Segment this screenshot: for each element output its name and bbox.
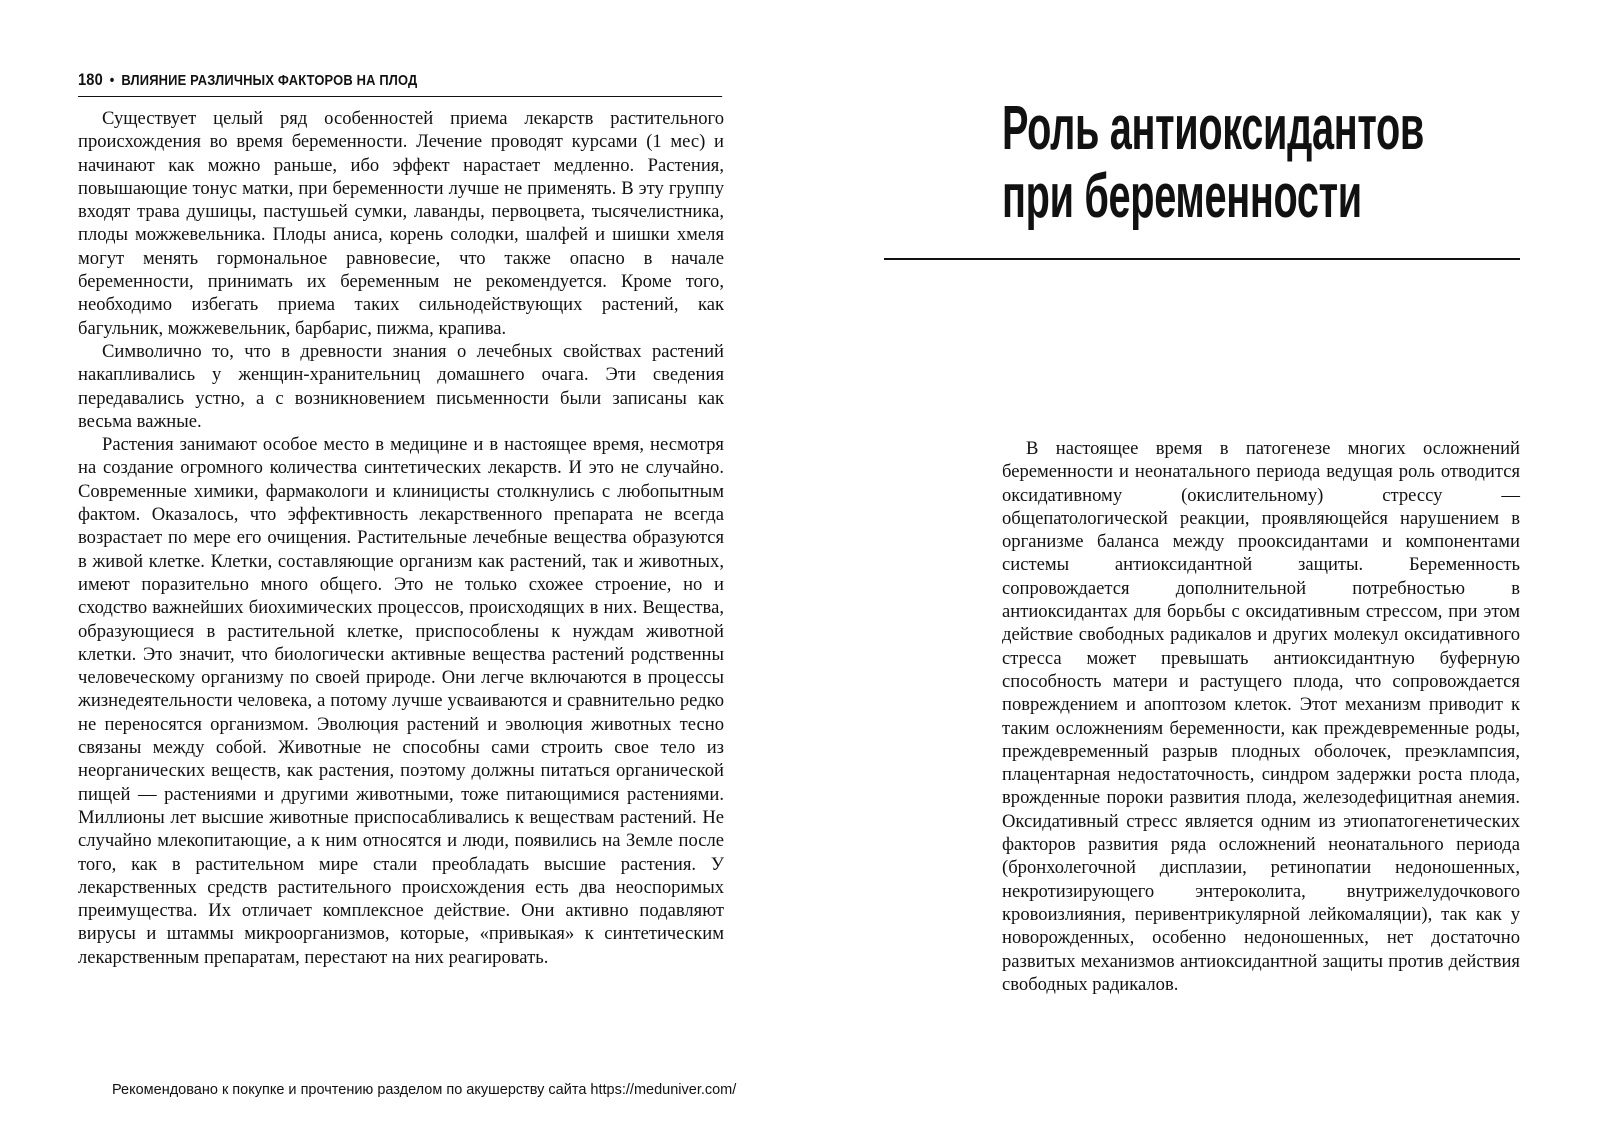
- chapter-title: [1002, 95, 1600, 231]
- running-head-title: ВЛИЯНИЕ РАЗЛИЧНЫХ ФАКТОРОВ НА ПЛОД: [121, 71, 418, 89]
- right-page: [884, 94, 1520, 995]
- paragraph-2: Символично то, что в древности знания о лечебных свойствах растений накапливались у женщин-хранительниц домашнего очага. Эти сведения передавались устно, а с возникновением письменности были записаны как весьма важные.: [78, 340, 724, 432]
- page-number: 180: [78, 70, 103, 89]
- paragraph-1: Существует целый ряд особенностей приема лекарств растительного происхождения во время беременности. Лечение проводят курсами (1 мес) и начинают как можно раньше, ибо эффект нарастает медленно. Растения, повышающие тонус матки, при беременности лучше не применять. В эту группу входят трава душицы, пастушьей сумки, лаванды, первоцвета, тысячелистника, плоды можжевельника. Плоды аниса, корень солодки, шалфей и шишки хмеля могут менять гормональное равновесие, что также опасно в начале беременности, принимать их беременным не рекомендуется. Кроме того, необходимо избегать приема таких сильнодействующих растений, как багульник, можжевельник, барбарис, пижма, крапива.: [78, 108, 724, 339]
- left-page: [78, 70, 724, 969]
- chapter-title-line-1: Роль антиоксидантов: [1002, 94, 1424, 163]
- running-head-bullet: •: [109, 71, 115, 89]
- paragraph-3: Растения занимают особое место в медицине и в настоящее время, несмотря на создание огромного количества синтетических лекарств. И это не случайно. Современные химики, фармакологи и клиницисты столкнулись с любопытным фактом. Оказалось, что эффективность лекарственного препарата не всегда возрастает по мере его очищения. Растительные лечебные вещества образуются в живой клетке. Клетки, составляющие организм как растений, так и животных, имеют поразительно много общего. Это не только схожее строение, но и сходство важнейших биохимических процессов, происходящих в них. Вещества, образующиеся в растительной клетке, приспособлены к нуждам животной клетки. Это значит, что биологически активные вещества растений родственны человеческому организму по своей природе. Они легче включаются в процессы жизнедеятельности человека, а потому лучше усваиваются и сравнительно редко не переносятся организмом. Эволюция растений и эволюция животных тесно связаны между собой. Животные не способны сами строить свое тело из неорганических веществ, как растения, поэтому должны питаться органической пищей — растениями и другими животными, тоже питающимися растениями. Миллионы лет высшие животные приспосабливались к веществам растений. Не случайно млекопитающие, а к ним относятся и люди, появились на Земле после того, как в растительном мире стали преобладать высшие растения. У лекарственных средств растительного происхождения есть два неоспоримых преимущества. Их отличает комплексное действие. Они активно подавляют вирусы и штаммы микроорганизмов, которые, «привыкая» к синтетическим лекарственным препаратам, перестают на них реагировать.: [78, 434, 724, 968]
- running-head: [78, 70, 722, 97]
- right-paragraph: В настоящее время в патогенезе многих осложнений беременности и неонатального периода ведущая роль отводится оксидативному (окислительному) стрессу — общепатологической реакции, проявляющейся нарушением в организме баланса между прооксидантами и компонентами системы антиоксидантной защиты. Беременность сопровождается дополнительной потребностью в антиоксидантах для борьбы с оксидативным стрессом, при этом действие свободных радикалов и других молекул оксидативного стресса может превышать антиоксидантную буферную способность матери и растущего плода, что сопровождается повреждением и апоптозом клеток. Этот механизм приводит к таким осложнениям беременности, как преждевременные роды, преждевременный разрыв плодных оболочек, преэклампсия, плацентарная недостаточность, синдром задержки роста плода, врожденные пороки развития плода, железодефицитная анемия. Оксидативный стресс является одним из этиопатогенетических факторов развития ряда осложнений неонатального периода (бронхолегочной дисплазии, ретинопатии недоношенных, некротизирующего энтероколита, внутрижелудочкового кровоизлияния, перивентрикулярной лейкомаляции), так как у новорожденных, особенно недоношенных, нет достаточно развитых механизмов антиоксидантной защиты против действия свободных радикалов.: [1002, 438, 1520, 995]
- right-body-text: [1002, 437, 1520, 996]
- footer-recommendation: Рекомендовано к покупке и прочтению разделом по акушерству сайта https://meduniver.com/: [112, 1082, 737, 1098]
- left-body-text: [78, 107, 724, 969]
- chapter-title-line-2: при беременности: [1002, 162, 1362, 231]
- title-divider: [884, 258, 1520, 260]
